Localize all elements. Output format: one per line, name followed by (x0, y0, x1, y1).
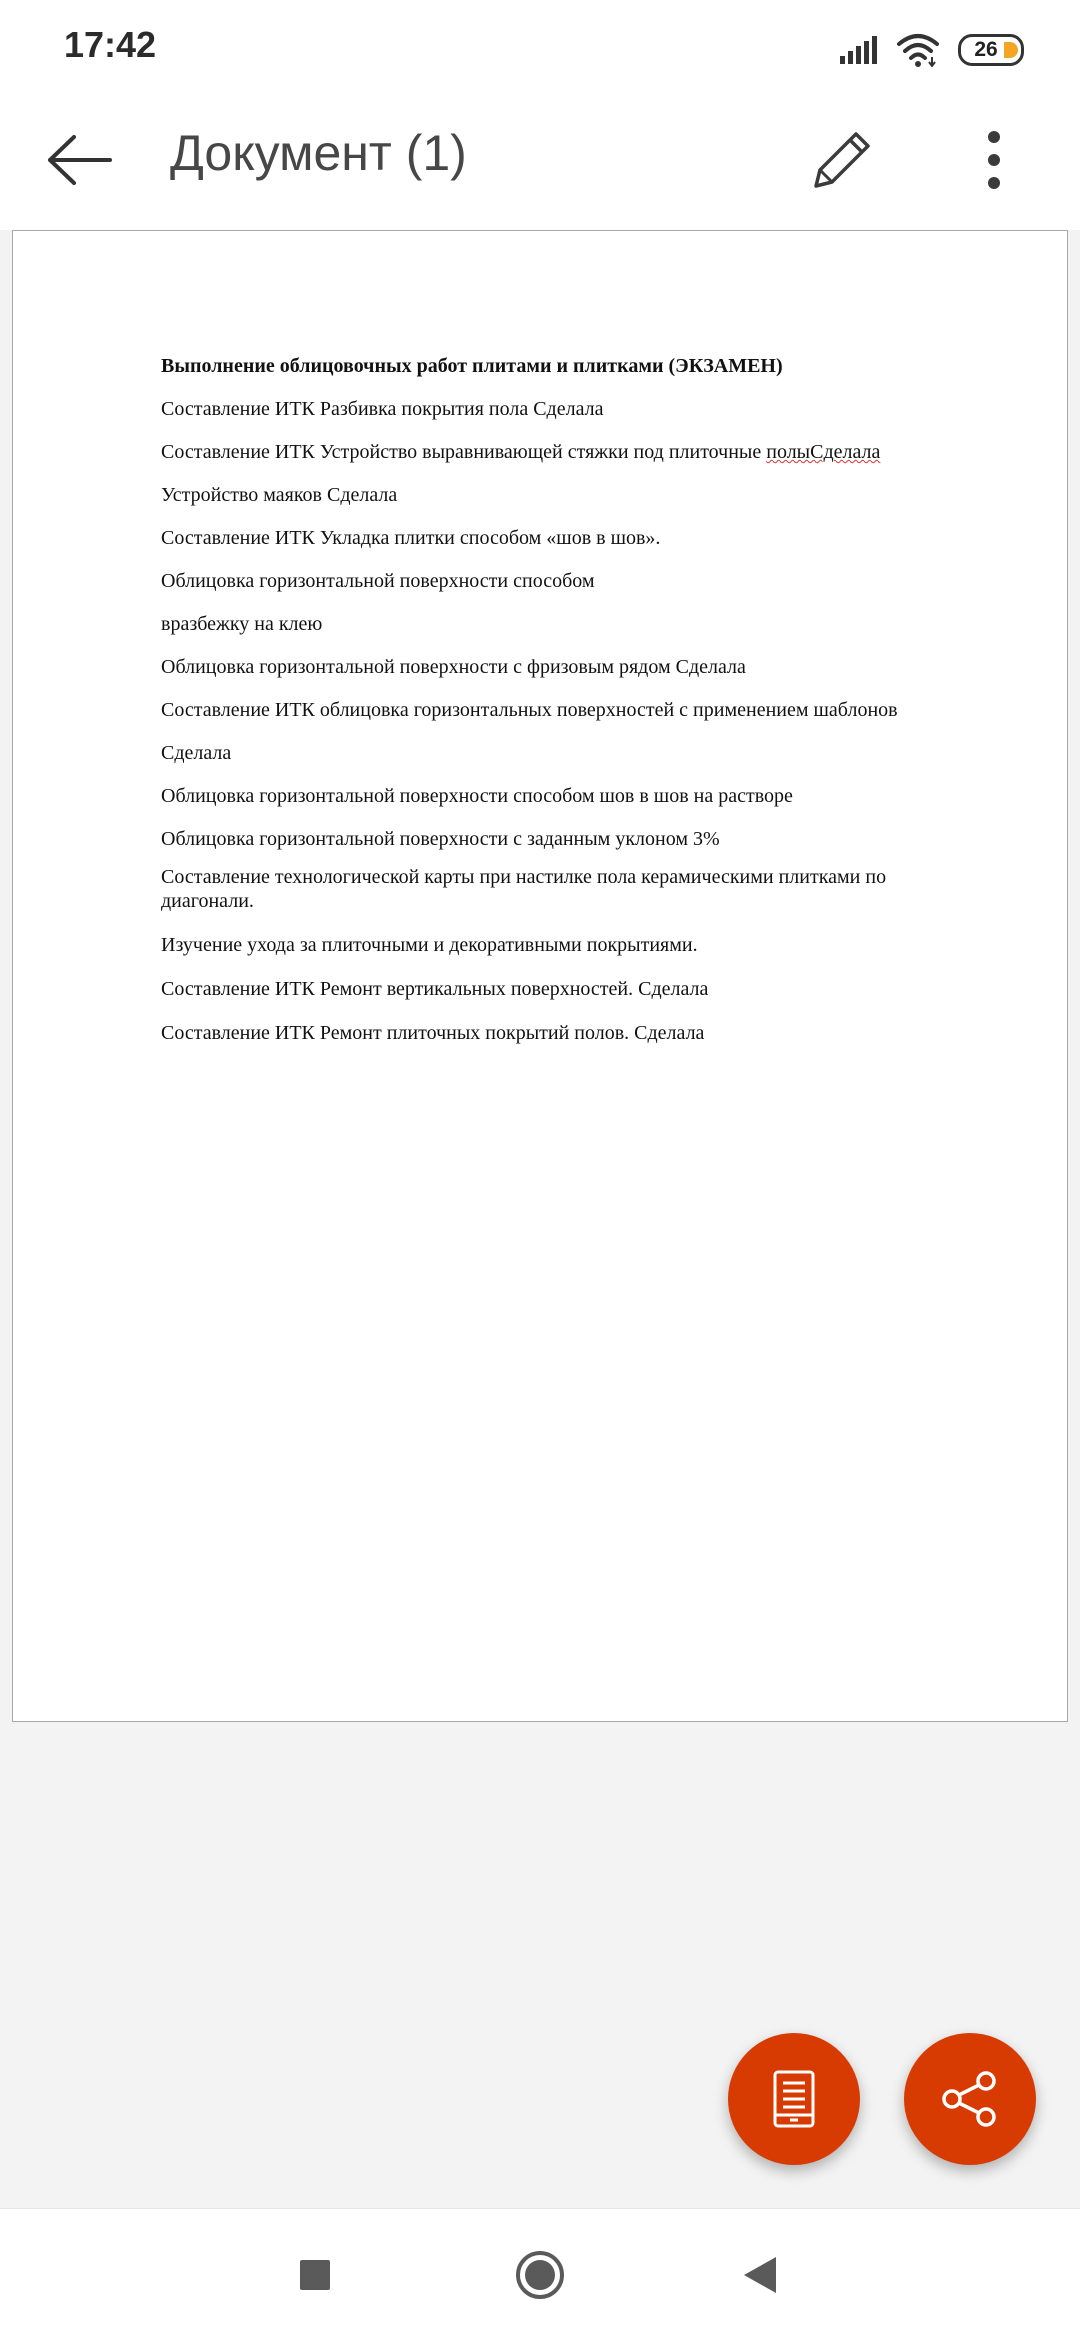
recent-apps-button[interactable] (277, 2237, 353, 2313)
reading-device-icon (772, 2069, 816, 2129)
document-line: Облицовка горизонтальной поверхности с заданным уклоном 3% (161, 828, 720, 850)
share-button[interactable] (904, 2033, 1036, 2165)
document-line (161, 440, 961, 464)
document-viewport[interactable] (0, 230, 1080, 2238)
document-line-text: Составление ИТК Устройство выравнивающей стяжки под плиточные (161, 441, 767, 463)
more-vertical-icon (984, 130, 1004, 190)
battery-icon (958, 34, 1024, 66)
document-line: Изучение ухода за плиточными и декоративными покрытиями. (161, 934, 698, 956)
edit-button[interactable] (798, 116, 886, 204)
status-time: 17:42 (64, 24, 157, 65)
recent-apps-icon (299, 2259, 331, 2291)
misspelled-word: полыСделала (766, 441, 881, 463)
document-line: Облицовка горизонтальной поверхности с фризовым рядом Сделала (161, 656, 746, 678)
document-line: Сделала (161, 742, 232, 764)
back-nav-button[interactable] (722, 2237, 798, 2313)
document-line: Облицовка горизонтальной поверхности способом шов в шов на растворе (161, 785, 793, 807)
document-line: Составление технологической карты при настилке пола керамическими плитками по диагонали. (161, 866, 887, 912)
home-icon (514, 2249, 566, 2301)
system-nav-bar (0, 2208, 1080, 2341)
document-line: Составление ИТК Разбивка покрытия пола Сделала (161, 398, 604, 420)
pencil-icon (810, 128, 874, 192)
status-bar (0, 0, 1080, 96)
document-line: Составление ИТК облицовка горизонтальных поверхностей с применением шаблонов (161, 699, 898, 721)
wifi-icon (896, 33, 940, 67)
battery-fill (1004, 42, 1018, 58)
document-line: Составление ИТК Ремонт вертикальных поверхностей. Сделала (161, 978, 709, 1000)
app-bar (0, 96, 1080, 230)
battery-level: 26 (974, 38, 998, 61)
back-button[interactable] (36, 116, 124, 204)
status-icons (838, 30, 1024, 70)
document-line: вразбежку на клею (161, 613, 323, 635)
share-icon (940, 2069, 1000, 2129)
document-heading: Выполнение облицовочных работ плитами и плитками (ЭКЗАМЕН) (161, 355, 783, 377)
document-line: Облицовка горизонтальной поверхности способом (161, 570, 595, 592)
read-mode-button[interactable] (728, 2033, 860, 2165)
document-line: Составление ИТК Укладка плитки способом «шов в шов». (161, 527, 661, 549)
home-button[interactable] (502, 2237, 578, 2313)
back-triangle-icon (742, 2255, 778, 2295)
document-content (161, 354, 961, 1045)
document-page[interactable] (12, 230, 1068, 1722)
signal-icon (838, 34, 878, 66)
document-title: Документ (1) (170, 125, 467, 181)
document-line: Составление ИТК Ремонт плиточных покрытий полов. Сделала (161, 1022, 705, 1044)
back-arrow-icon (48, 135, 112, 185)
more-options-button[interactable] (950, 116, 1038, 204)
document-line: Устройство маяков Сделала (161, 484, 398, 506)
